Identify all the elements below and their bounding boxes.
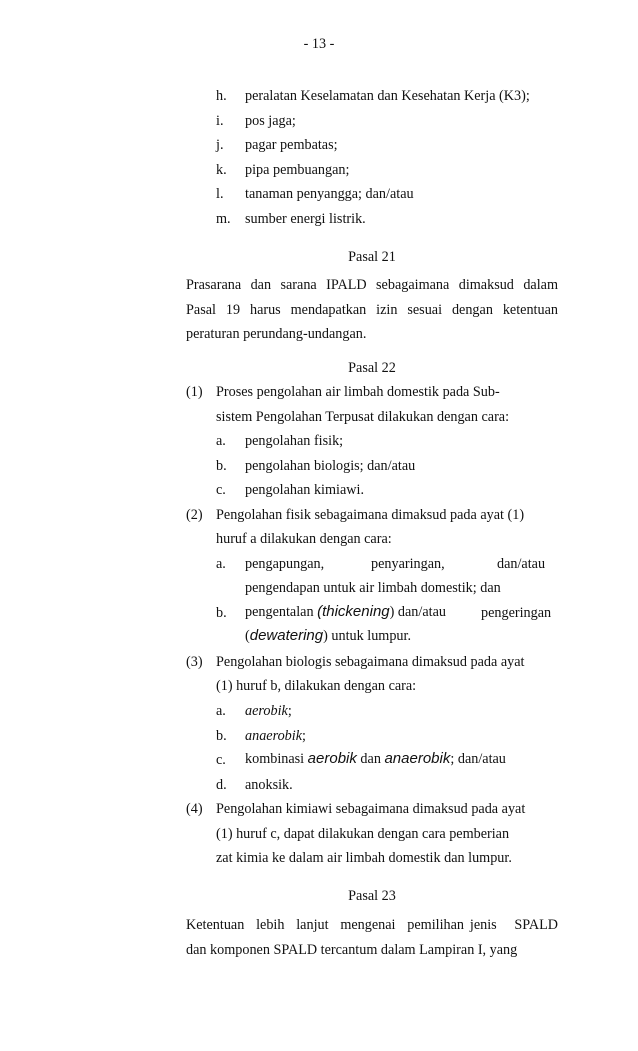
term-thickening: (thickening	[317, 603, 390, 620]
list-item	[216, 113, 224, 130]
paragraph-line: Ketentuan lebih lanjut mengenai pemilihan jenis SPALD	[186, 917, 558, 933]
list-item-text	[245, 603, 446, 621]
paragraph-line: Pasal 19 harus mendapatkan izin sesuai dengan ketentuan	[186, 301, 558, 318]
list-marker: c.	[216, 482, 226, 498]
list-item-text: peralatan Keselamatan dan Kesehatan Kerja (K3);	[245, 88, 530, 104]
list-marker: b.	[216, 458, 227, 474]
list-item-word: penyaringan,	[371, 556, 445, 572]
term-aerobik: aerobik	[307, 750, 357, 767]
list-item-text: kombinasi aerobik dan anaerobik; dan/atau	[245, 750, 506, 767]
list-item	[216, 186, 224, 203]
ayat-line: (1) huruf b, dilakukan dengan cara:	[216, 678, 417, 694]
ayat-line: Pengolahan biologis sebagaimana dimaksud pada ayat	[216, 654, 525, 670]
text-run: ) dan/atau	[389, 604, 446, 620]
pasal-21-body	[186, 273, 558, 347]
list-marker: c.	[216, 752, 226, 768]
ayat-line: huruf a dilakukan dengan cara:	[216, 531, 392, 547]
pasal-23-title: Pasal 23	[348, 888, 396, 904]
ayat-marker: (3)	[186, 654, 203, 670]
ayat-line: zat kimia ke dalam air limbah domestik dan lumpur.	[216, 850, 512, 866]
list-item-word: pengapungan,	[245, 556, 325, 572]
pasal-22-title: Pasal 22	[348, 360, 396, 376]
list-item-text: pagar pembatas;	[245, 137, 338, 153]
list-item-text: anaerobik;	[245, 728, 306, 744]
list-marker: a.	[216, 703, 226, 719]
list-item	[216, 162, 227, 179]
term-anaerobik: anaerobik	[384, 750, 451, 767]
ayat-line: Pengolahan kimiawi sebagaimana dimaksud pada ayat	[216, 801, 526, 817]
list-marker: i.	[216, 113, 224, 129]
list-item-text: pengolahan kimiawi.	[245, 482, 364, 498]
term-aerobik: aerobik	[245, 703, 288, 719]
ayat-line: Proses pengolahan air limbah domestik pada Sub-	[216, 384, 500, 400]
list-item-text: pengolahan biologis; dan/atau	[245, 458, 416, 474]
text-run: ) untuk lumpur.	[323, 628, 412, 644]
ayat-marker: (4)	[186, 801, 203, 817]
list-item-word: pengeringan	[481, 605, 552, 621]
pasal-23-body	[186, 913, 558, 962]
text-run: pengentalan	[245, 604, 318, 620]
paragraph-line: dan komponen SPALD tercantum dalam Lampiran I, yang	[186, 941, 518, 958]
list-item-text: anoksik.	[245, 777, 293, 793]
list-marker: a.	[216, 556, 226, 572]
list-marker: d.	[216, 777, 227, 793]
term-anaerobik: anaerobik	[245, 728, 302, 744]
list-item	[216, 88, 227, 105]
list-item-text: aerobik;	[245, 703, 292, 719]
ayat-line: sistem Pengolahan Terpusat dilakukan dengan cara:	[216, 409, 510, 425]
list-item-text: sumber energi listrik.	[245, 211, 366, 227]
ayat-marker: (1)	[186, 384, 203, 400]
list-marker: k.	[216, 162, 227, 178]
pasal-21-title: Pasal 21	[348, 249, 396, 265]
ayat-line: (1) huruf c, dapat dilakukan dengan cara pemberian	[216, 826, 510, 842]
list-marker: b.	[216, 605, 227, 621]
list-item	[216, 137, 224, 154]
paragraph-line: Prasarana dan sarana IPALD sebagaimana dimaksud dalam	[186, 277, 558, 293]
list-marker: j.	[216, 137, 224, 153]
list-marker: h.	[216, 88, 227, 104]
list-item-word: dan/atau	[497, 556, 546, 572]
paragraph-line: peraturan perundang-undangan.	[186, 326, 367, 342]
list-marker: m.	[216, 211, 231, 227]
ayat-marker: (2)	[186, 507, 203, 523]
list-item-text: pengendapan untuk air limbah domestik; dan	[245, 580, 501, 596]
term-dewatering: dewatering	[249, 627, 324, 644]
list-item-text: pos jaga;	[245, 113, 296, 129]
list-marker: l.	[216, 186, 224, 202]
list-marker: a.	[216, 433, 226, 449]
list-item-text: pengolahan fisik;	[245, 433, 344, 449]
list-item-text	[245, 627, 411, 645]
list-marker: b.	[216, 728, 227, 744]
list-item-text: tanaman penyangga; dan/atau	[245, 186, 414, 202]
list-item	[216, 211, 231, 228]
page-number: - 13 -	[303, 36, 335, 52]
list-item-text: pipa pembuangan;	[245, 162, 350, 178]
ayat-line: Pengolahan fisik sebagaimana dimaksud pada ayat (1)	[216, 507, 525, 523]
text-run: (	[245, 628, 250, 644]
